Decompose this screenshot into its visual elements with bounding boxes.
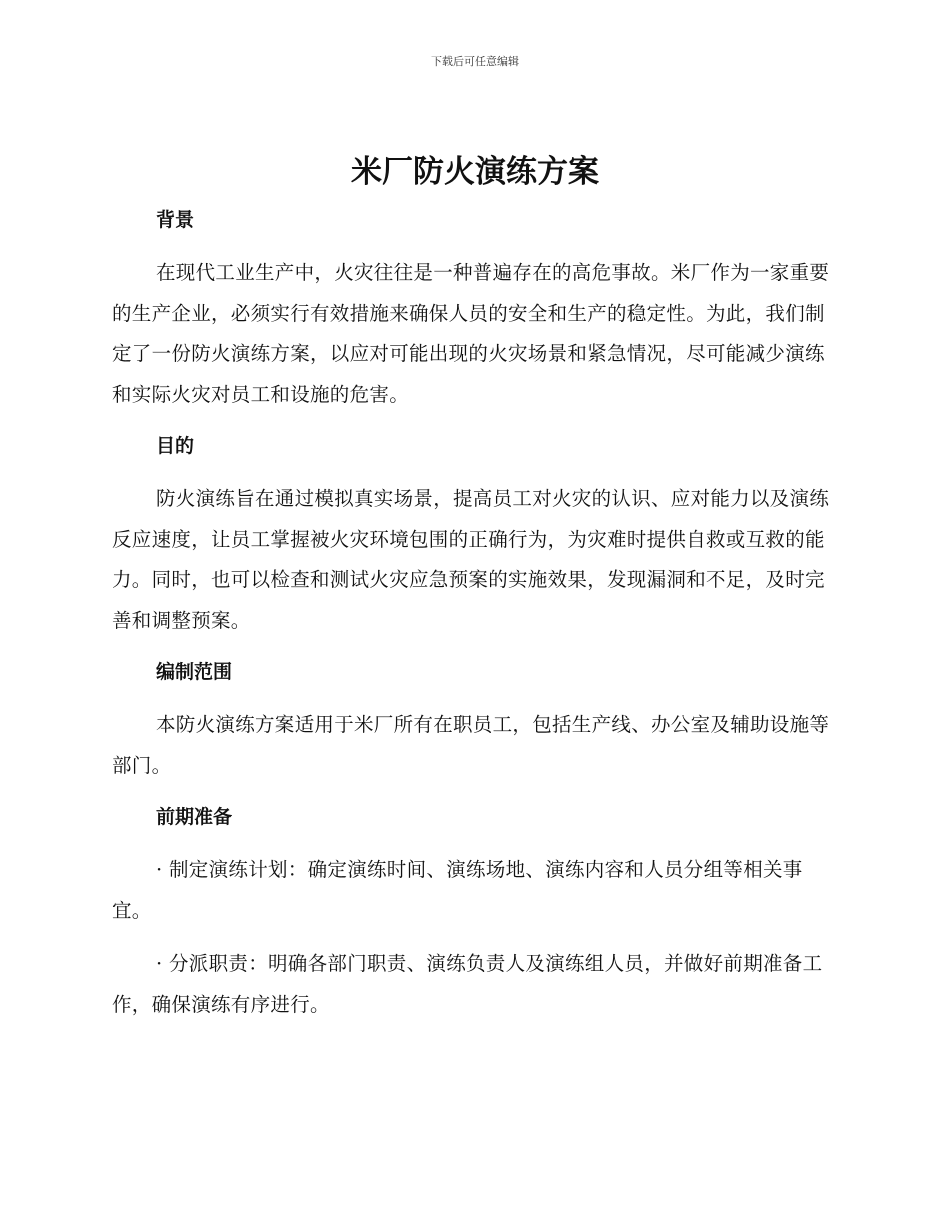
page-header-note: 下载后可任意编辑 [431,55,519,68]
section-heading-preparation: 前期准备 [156,806,233,828]
paragraph-purpose: 防火演练旨在通过模拟真实场景，提高员工对火灾的认识、应对能力以及演练反应速度，让员工掌握被火灾环境包围的正确行为，为灾难时提供自救或互救的能力。同时，也可以检查和测试火灾应急预案的实施效果，发现漏洞和不足，及时完善和调整预案。 [112,487,830,632]
section-scope [112,654,832,799]
document-body [112,202,832,1025]
paragraph-background: 在现代工业生产中，火灾往往是一种普遍存在的高危事故。米厂作为一家重要的生产企业，必须实行有效措施来确保人员的安全和生产的稳定性。为此，我们制定了一份防火演练方案，以应对可能出现的火灾场景和紧急情况，尽可能减少演练和实际火灾对员工和设施的危害。 [112,261,830,406]
section-purpose [112,428,832,654]
bullet-item-duties: · 分派职责：明确各部门职责、演练负责人及演练组人员，并做好前期准备工作，确保演练有序进行。 [112,952,823,1016]
section-heading-scope: 编制范围 [156,661,233,683]
section-heading-background: 背景 [156,209,195,231]
document-title: 米厂防火演练方案 [351,154,599,190]
paragraph-scope: 本防火演练方案适用于米厂所有在职员工，包括生产线、办公室及辅助设施等部门。 [112,713,830,777]
section-heading-purpose: 目的 [156,435,195,457]
section-background [112,202,832,428]
section-preparation [112,799,832,1025]
bullet-item-plan: · 制定演练计划：确定演练时间、演练场地、演练内容和人员分组等相关事宜。 [112,858,803,922]
